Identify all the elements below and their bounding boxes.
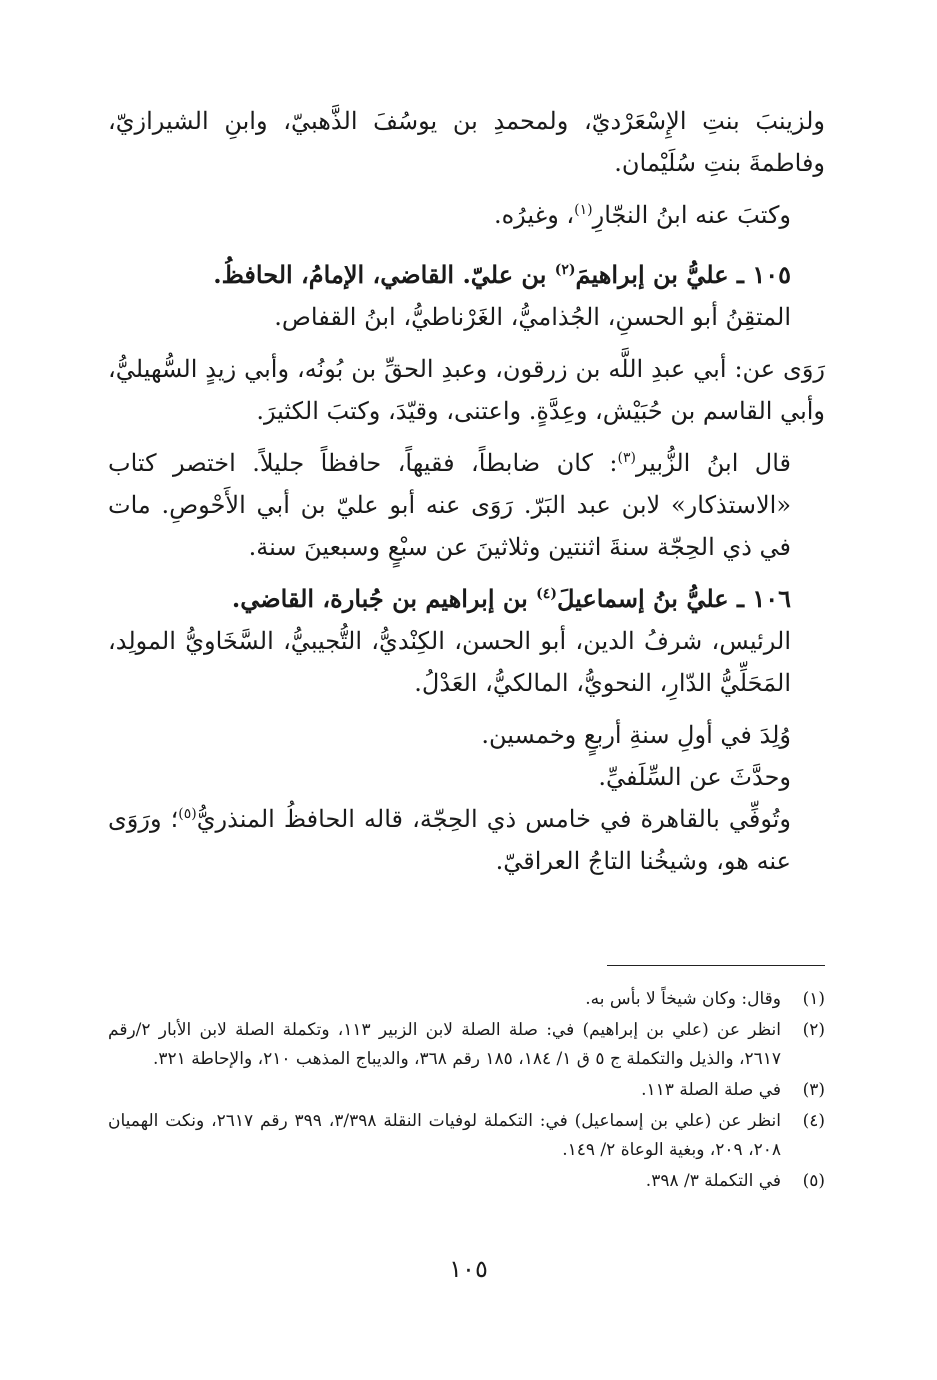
- footnote-number: (١): [802, 989, 825, 1009]
- footnote-ref-3: (٣): [617, 450, 636, 466]
- footnote-number: (٣): [802, 1080, 825, 1100]
- footnote-text: انظر عن (علي بن إبراهيم) في: صلة الصلة لابن الزبير ١١٣، وتكملة الصلة لابن الأبار ٢/رقم ٢٦١٧، والذيل والتكملة ج ٥ ق ١/ ١٨٤، ١٨٥ رقم ٣٦٨، والديباج المذهب ٢١٠، والإحاطة ٣٢١.: [108, 1020, 781, 1069]
- entry-heading-text: بن إبراهيم بن جُبارة، القاضي.: [231, 584, 537, 613]
- entry-106-heading: [108, 578, 825, 620]
- footnote-item: [108, 1167, 825, 1196]
- footnote-ref-2: (٢): [554, 262, 576, 278]
- footnote-ref-1: (١): [574, 202, 593, 218]
- entry-heading-text: بن عليّ. القاضي، الإمامُ، الحافظُ.: [213, 260, 555, 289]
- entry-106-birth: وُلِدَ في أولِ سنةِ أربعٍ وخمسين.: [481, 721, 791, 749]
- text-span: وتُوفِّي بالقاهرة في خامس ذي الحِجّة، قاله الحافظُ المنذريُّ: [196, 805, 792, 833]
- text-span: وكتبَ عنه ابنُ النجّارِ: [592, 201, 791, 229]
- page-number: ١٠٥: [449, 1255, 488, 1283]
- footnote-number: (٥): [802, 1171, 825, 1191]
- paragraph-ibn-najjar: [108, 194, 825, 236]
- footnote-item: [108, 985, 825, 1014]
- text-span: : كان ضابطاً، فقيهاً، حافظاً جليلاً. اختصر كتاب «الاستذكار» لابن عبد البَرّ. رَوَى عنه أبو عليّ بن أبي الأَحْوصِ. مات في ذي الحِجّة سنةَ اثنتين وثلاثينَ عن سبْعٍ وسبعينَ سنة.: [108, 449, 792, 561]
- footnote-ref-5: (٥): [178, 806, 197, 822]
- footnote-ref-4: (٤): [536, 586, 557, 602]
- text-span: ، وغيرُه.: [493, 201, 575, 229]
- footnote-divider: [607, 965, 825, 966]
- entry-106-death: [108, 798, 825, 882]
- paragraph-continuation: ولزينبَ بنتِ الإِسْعَرْديّ، ولمحمدِ بن يوسُفَ الذَّهبيّ، وابنِ الشيرازيّ، وفاطمةَ بنتِ سُلَيْمان.: [108, 107, 825, 177]
- footnote-item: [108, 1016, 825, 1074]
- entry-105-narrators: رَوَى عن: أبي عبدِ اللَّه بن زرقون، وعبدِ الحقِّ بن بُونُه، وأبي زيدٍ السُّهيليُّ، وأبي القاسم بن حُبَيْش، وعِدَّةٍ. واعتنى، وقيّدَ، وكتبَ الكثيرَ.: [108, 355, 825, 425]
- footnote-number: (٢): [802, 1020, 825, 1040]
- entry-105-ibn-zubayr: [108, 442, 825, 568]
- footnote-text: وقال: وكان شيخاً لا بأس به.: [585, 989, 781, 1009]
- text-span: ؛ ورَوَى عنه هو، وشيخُنا التاجُ العراقيّ.: [108, 805, 791, 875]
- entry-106-hadith: وحدَّثَ عن السِّلَفيِّ.: [598, 763, 791, 791]
- entry-105-kunya: المتقِنُ أبو الحسنِ، الجُذاميُّ، الغَرْناطيُّ، ابنُ القفاص.: [274, 303, 791, 331]
- main-text: [108, 100, 825, 882]
- entry-105-heading: [108, 254, 825, 296]
- footnote-number: (٤): [802, 1111, 825, 1131]
- entry-heading-text: ١٠٥ ـ عليُّ بن إبراهيمَ: [575, 260, 791, 289]
- footnote-item: [108, 1107, 825, 1165]
- footnote-text: في التكملة ٣/ ٣٩٨.: [645, 1171, 781, 1191]
- entry-106-titles: الرئيس، شرفُ الدين، أبو الحسن، الكِنْديُّ، التُّجيبيُّ، السَّخَاويُّ المولِد، المَحَلِّيُّ الدّارِ، النحويُّ، المالكيُّ، العَدْلُ.: [108, 627, 791, 697]
- footnote-text: في صلة الصلة ١١٣.: [641, 1080, 781, 1100]
- entry-heading-text: ١٠٦ ـ عليُّ بنُ إسماعيلَ: [556, 584, 791, 613]
- footnote-item: [108, 1076, 825, 1105]
- footnote-text: انظر عن (علي بن إسماعيل) في: التكملة لوفيات النقلة ٣/٣٩٨، ٣٩٩ رقم ٢٦١٧، ونكت الهميان ٢٠٨، ٢٠٩، وبغية الوعاة ٢/ ١٤٩.: [108, 1111, 782, 1160]
- footnotes: [108, 985, 825, 1198]
- text-span: قال ابنُ الزُّبير: [635, 449, 792, 477]
